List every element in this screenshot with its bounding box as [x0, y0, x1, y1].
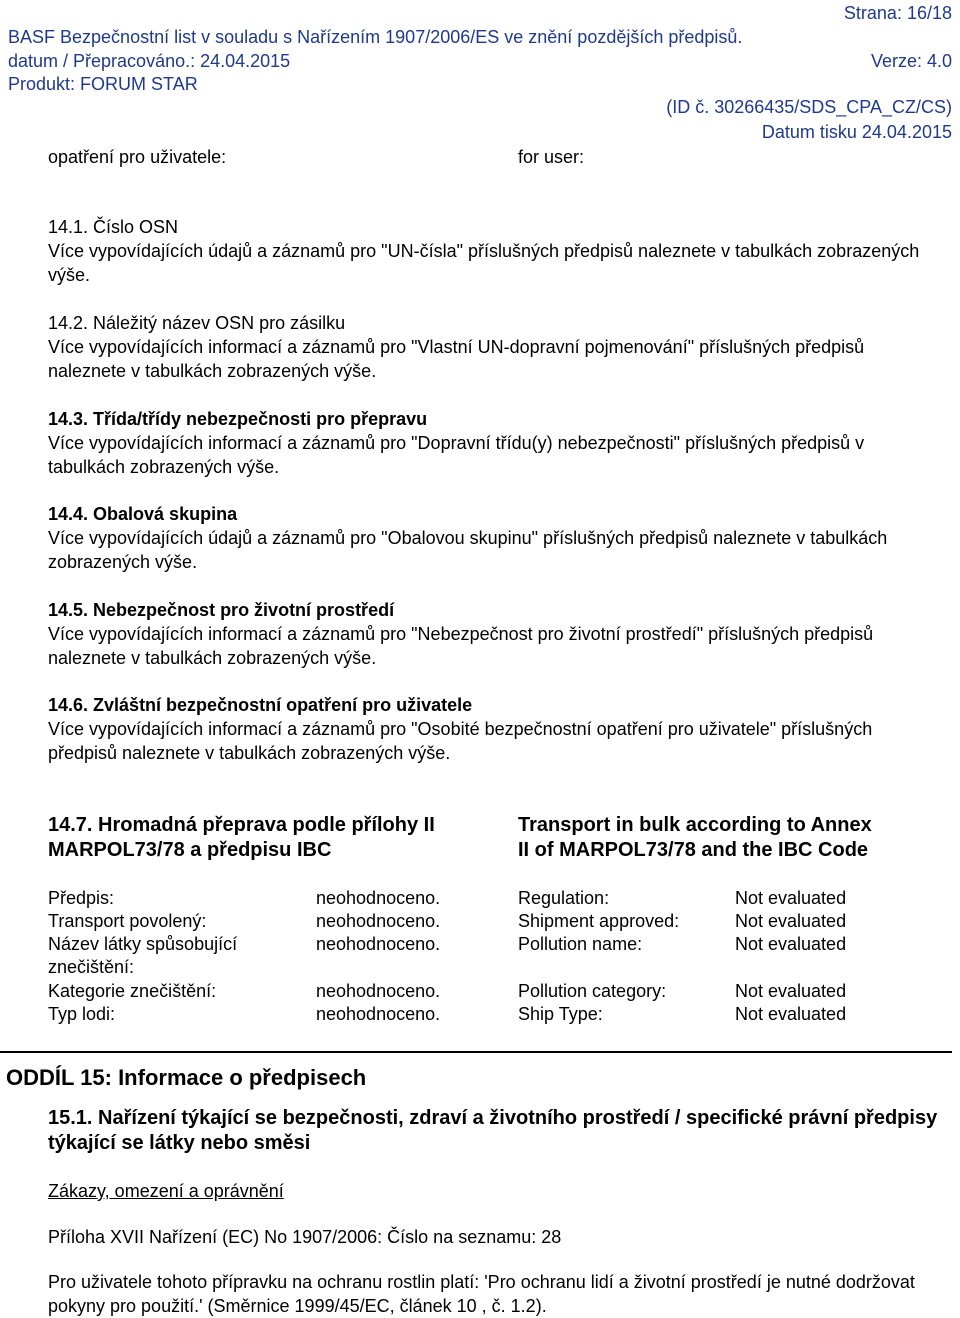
header-product: Produkt: FORUM STAR — [8, 74, 198, 94]
bulk-cz-label-cont: znečištění: — [48, 957, 135, 977]
header-date: datum / Přepracováno.: 24.04.2015 — [8, 51, 291, 71]
bulk-cz-label: Název látky spůsobující — [48, 934, 238, 954]
bulk-en-label: Pollution category: — [518, 981, 667, 1001]
bulk-cz-value: neohodnoceno. — [316, 981, 441, 1001]
bulk-en-value: Not evaluated — [735, 911, 847, 931]
section-15-1-title: 15.1. Nařízení týkající se bezpečnosti, zdraví a životního prostředí / specifické právní předpisy týkající se látky nebo směsi — [48, 1107, 938, 1154]
section-body: Více vypovídajících informací a záznamů pro "Dopravní třídu(y) nebezpečnosti" příslušných předpisů v tabulkách zobrazených výše. — [48, 433, 865, 477]
bulk-en-value: Not evaluated — [735, 1004, 847, 1024]
bulk-cz-label: Předpis: — [48, 888, 115, 908]
page-number: Strana: 16/18 — [843, 3, 952, 23]
bulk-en-label: Pollution name: — [518, 934, 643, 954]
section-body: Více vypovídajících údajů a záznamů pro "Obalovou skupinu" příslušných předpisů naleznete v tabulkách zobrazených výše. — [48, 528, 888, 572]
bulk-title-en-1: Transport in bulk according to Annex — [518, 814, 872, 836]
bulk-en-value: Not evaluated — [735, 981, 847, 1001]
section-14-1 — [48, 215, 928, 287]
header-id: (ID č. 30266435/SDS_CPA_CZ/CS) — [666, 97, 952, 117]
section-15-heading: ODDÍL 15: Informace o předpisech — [6, 1065, 367, 1090]
header-title: BASF Bezpečnostní list v souladu s Nařízením 1907/2006/ES ve znění pozdějších předpisů. — [8, 27, 743, 47]
user-note: Pro uživatele tohoto přípravku na ochranu rostlin platí: 'Pro ochranu lidí a životní prostředí je nutné dodržovat pokyny pro použití.' (Směrnice 1999/45/EC, článek 10 , č. 1.2). — [48, 1272, 915, 1316]
annex-xvii-line: Příloha XVII Nařízení (EC) No 1907/2006: Číslo na seznamu: 28 — [48, 1227, 562, 1247]
bulk-cz-value: neohodnoceno. — [316, 911, 441, 931]
section-title: 14.1. Číslo OSN — [48, 217, 179, 237]
section-title: 14.2. Náležitý název OSN pro zásilku — [48, 313, 346, 333]
restrictions-heading: Zákazy, omezení a oprávnění — [48, 1181, 284, 1201]
header-print-date: Datum tisku 24.04.2015 — [761, 122, 952, 142]
bulk-cz-label: Transport povolený: — [48, 911, 207, 931]
bulk-en-value: Not evaluated — [735, 934, 847, 954]
bulk-cz-value: neohodnoceno. — [316, 888, 441, 908]
bulk-title-cz-1: 14.7. Hromadná přeprava podle přílohy II — [48, 814, 435, 836]
section-14-3 — [48, 407, 928, 479]
bulk-cz-label: Kategorie znečištění: — [48, 981, 217, 1001]
bulk-title-cz-2: MARPOL73/78 a předpisu IBC — [48, 839, 332, 861]
section-14-6 — [48, 693, 928, 765]
section-14-2 — [48, 311, 928, 383]
section-title: 14.6. Zvláštní bezpečnostní opatření pro uživatele — [48, 695, 473, 715]
top-row-right: for user: — [518, 147, 585, 167]
section-divider — [0, 1051, 952, 1053]
section-body: Více vypovídajících informací a záznamů pro "Vlastní UN-dopravní pojmenování" příslušných předpisů naleznete v tabulkách zobrazených výše. — [48, 337, 865, 381]
top-row-left: opatření pro uživatele: — [48, 147, 227, 167]
section-14-5 — [48, 598, 928, 670]
bulk-en-label: Regulation: — [518, 888, 610, 908]
bulk-cz-value: neohodnoceno. — [316, 1004, 441, 1024]
bulk-title-en-2: II of MARPOL73/78 and the IBC Code — [518, 839, 869, 861]
bulk-en-value: Not evaluated — [735, 888, 847, 908]
section-title: 14.4. Obalová skupina — [48, 504, 238, 524]
section-body: Více vypovídajících informací a záznamů pro "Osobité bezpečnostní opatření pro uživatele" příslušných předpisů naleznete v tabulkách zobrazených výše. — [48, 719, 873, 763]
section-body: Více vypovídajících informací a záznamů pro "Nebezpečnost pro životní prostředí" příslušných předpisů naleznete v tabulkách zobrazených výše. — [48, 624, 874, 668]
section-title: 14.5. Nebezpečnost pro životní prostředí — [48, 600, 395, 620]
section-title: 14.3. Třída/třídy nebezpečnosti pro přepravu — [48, 409, 428, 429]
bulk-en-label: Ship Type: — [518, 1004, 603, 1024]
bulk-cz-value: neohodnoceno. — [316, 934, 441, 954]
section-14-4 — [48, 502, 928, 574]
bulk-en-label: Shipment approved: — [518, 911, 680, 931]
header-version: Verze: 4.0 — [870, 51, 952, 71]
bulk-cz-label: Typ lodi: — [48, 1004, 116, 1024]
section-body: Více vypovídajících údajů a záznamů pro "UN-čísla" příslušných předpisů naleznete v tabulkách zobrazených výše. — [48, 241, 920, 285]
